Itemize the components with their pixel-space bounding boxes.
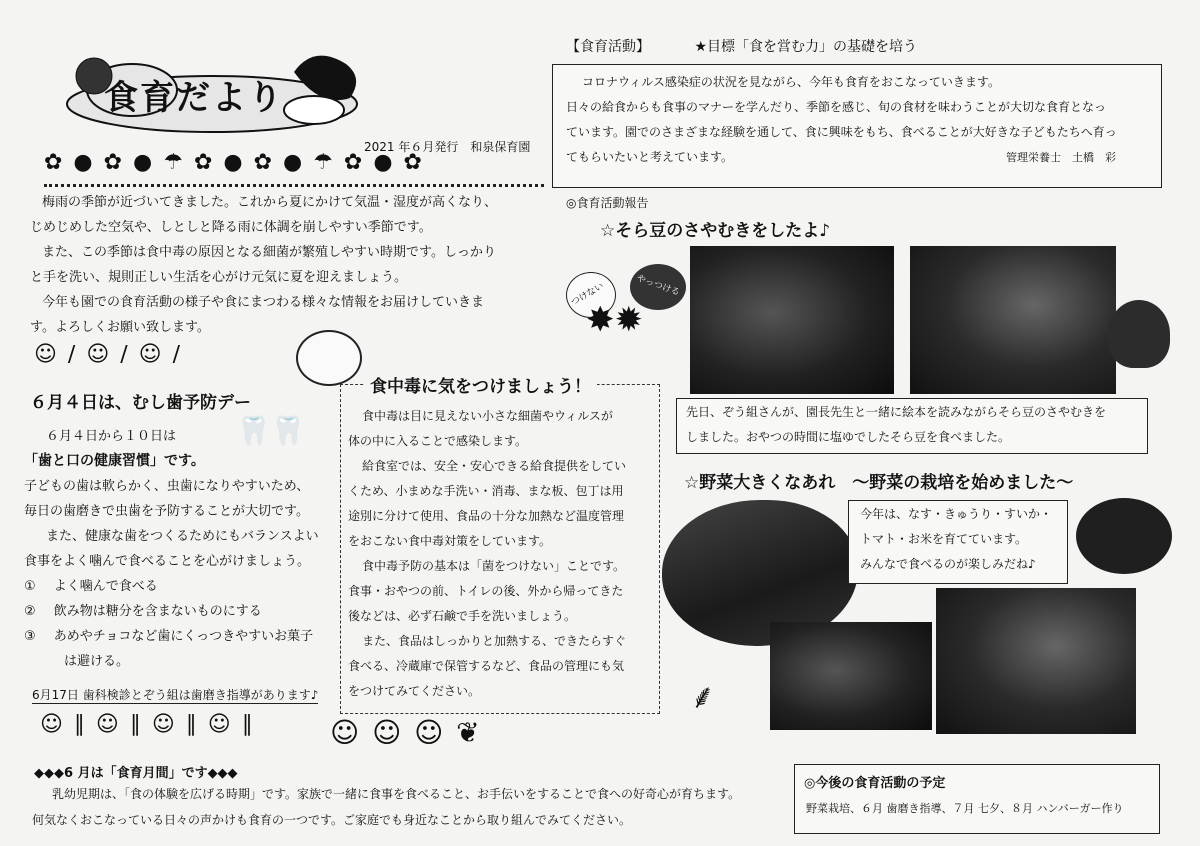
report-block — [686, 400, 1106, 450]
veg-photo — [770, 622, 932, 730]
teeth-list-num: ③ — [24, 629, 36, 644]
teeth-title: ６月４日は、むし歯予防デー — [30, 393, 251, 413]
teeth-note: 6月17日 歯科検診とぞう組は歯磨き指導があります♪ — [32, 688, 319, 702]
intro-line: 梅雨の季節が近づいてきました。これから夏にかけて気温・湿度が高くなり、 — [42, 195, 498, 210]
activity-signature: 管理栄養士 土橋 彩 — [1006, 151, 1116, 164]
intro-line: す。よろしくお願い致します。 — [30, 320, 210, 335]
poison-line: 食べる、冷蔵庫で保管するなど、食品の管理にも気 — [348, 659, 625, 673]
teeth-list-num: ① — [24, 579, 36, 594]
poison-line: 体の中に入ることで感染します。 — [348, 434, 528, 448]
vegetables-icon — [1076, 498, 1172, 574]
report-title: ☆そら豆のさやむきをしたよ♪ — [600, 221, 831, 241]
germ-speech-text: やっつける — [635, 273, 681, 299]
poison-line: くため、小まめな手洗い・消毒、まな板、包丁は用 — [348, 484, 624, 498]
teeth-list-text: 飲み物は糖分を含まないものにする — [53, 604, 262, 619]
teeth-line: 「歯と口の健康習慣」です。 — [24, 453, 205, 469]
veg-line: 今年は、なす・きゅうり・すいか・ — [860, 507, 1053, 521]
activity-heading-label: 【食育活動】 — [566, 39, 650, 55]
report-photo — [690, 246, 894, 394]
teeth-block — [24, 424, 344, 674]
poison-line: 食事・おやつの前、トイレの後、外から帰ってきた — [348, 584, 624, 598]
poison-line: 途別に分けて使用、食品の十分な加熱など温度管理 — [348, 509, 625, 523]
activity-line: ています。園でのさまざまな経験を通して、食に興味をもち、食べることが大好きな子どもたちへ育っ — [566, 125, 1117, 139]
activity-block — [566, 70, 1156, 170]
issue-line: 2021 年６月発行 和泉保育園 — [364, 140, 531, 154]
poison-line: 給食室では、安全・安心できる給食提供をしてい — [362, 459, 627, 473]
schedule-text: 野菜栽培、６月 歯磨き指導、７月 七夕、８月 ハンバーガー作り — [806, 802, 1124, 815]
month-line: 乳幼児期は、「食の体験を広げる時期」です。家族で一緒に食事を食べること、お手伝いをすることで食への好奇心が育ちます。 — [52, 787, 741, 801]
teeth-line: ６月４日から１０日は — [46, 429, 177, 444]
schedule-title: ◎今後の食育活動の予定 — [804, 776, 946, 791]
teeth-list-text: よく噛んで食べる — [53, 579, 158, 594]
poison-line: をつけてみてください。 — [348, 684, 481, 698]
teeth-list-text: は避ける。 — [64, 654, 130, 669]
activity-line: 日々の給食からも食事のマナーを学んだり、季節を感じ、旬の食材を味わうことが大切な食育となっ — [566, 100, 1107, 114]
poison-title: 食中毒に気をつけましょう！ — [364, 372, 597, 397]
poison-line: また、食品はしっかりと加熱する、できたらすぐ — [362, 634, 627, 648]
intro-block — [30, 190, 550, 340]
teeth-line: また、健康な歯をつくるためにもバランスよい — [46, 529, 319, 544]
masthead-title: 食育だより — [104, 78, 284, 118]
teeth-list-item — [24, 624, 344, 649]
teeth-list-item — [24, 574, 344, 599]
report-label: ◎食育活動報告 — [566, 196, 649, 210]
report-photo — [910, 246, 1116, 394]
activity-line: コロナウィルス感染症の状況を見ながら、今年も食育をおこなっていきます。 — [582, 75, 1000, 89]
toothbrush-doodle-icon: ☺ ∕ ☺ ∕ ☺ ∕ — [34, 342, 183, 367]
decor-border-icon: ✿ ● ✿ ● ☂ ✿ ● ✿ ● ☂ ✿ ● ✿ — [44, 150, 544, 187]
germ-speech-text: つけない — [569, 281, 606, 309]
activity-line — [566, 145, 1156, 170]
veg-photo — [936, 588, 1136, 734]
teeth-line: 子どもの歯は軟らかく、虫歯になりやすいため、 — [24, 479, 310, 494]
intro-line: 今年も園での食育活動の様子や食にまつわる様々な情報をお届けしていきま — [42, 295, 485, 310]
rice-plant-icon: ⸙ — [690, 677, 716, 717]
germ-characters-icon: ✸✹ — [586, 300, 643, 340]
poison-line: 食中毒は目に見えない小さな細菌やウィルスが — [362, 409, 613, 423]
poison-line: をおこない食中毒対策をしています。 — [348, 534, 552, 548]
teeth-list-num: ② — [24, 604, 36, 619]
teeth-list-item — [24, 599, 344, 624]
poison-line: 後などは、必ず石鹸で手を洗いましょう。 — [348, 609, 577, 623]
month-title: ◆◆◆6 月は「食育月間」です◆◆◆ — [34, 766, 238, 781]
report-line: しました。おやつの時間に塩ゆでしたそら豆を食べました。 — [686, 430, 1011, 444]
veg-line: みんなで食べるのが楽しみだね♪ — [860, 557, 1036, 571]
poison-block — [348, 404, 658, 704]
teeth-list-text: あめやチョコなど歯にくっつきやすいお菓子 — [53, 629, 314, 644]
veg-title: ☆野菜大きくなあれ ～野菜の栽培を始めました～ — [684, 473, 1074, 493]
masthead-logo — [62, 42, 362, 134]
bird-basket-icon — [1108, 300, 1170, 368]
month-line: 何気なくおこなっている日々の声かけも食育の一つです。ご家庭でも身近なことから取り組んでみてください。 — [32, 813, 632, 827]
poison-line: 食中毒予防の基本は「菌をつけない」ことです。 — [362, 559, 626, 573]
intro-line: じめじめした空気や、しとしと降る雨に体調を崩しやすい季節です。 — [30, 220, 432, 235]
veg-block — [860, 502, 1052, 577]
activity-heading-goal: ★目標「食を営む力」の基礎を培う — [694, 39, 918, 55]
veg-line: トマト・お米を育てています。 — [860, 532, 1028, 546]
activity-heading — [566, 36, 917, 56]
kids-lineup-icon: ☺ ☺ ☺ ❦ — [330, 716, 482, 749]
report-line: 先日、ぞう組さんが、園長先生と一緒に絵本を読みながらそら豆のさやむきを — [686, 405, 1107, 419]
intro-line: また、この季節は食中毒の原因となる細菌が繁殖しやすい時期です。しっかり — [42, 245, 496, 260]
activity-last-line: てもらいたいと考えています。 — [566, 150, 734, 164]
teeth-list-item — [24, 649, 344, 674]
teeth-line: 食事をよく噛んで食べることを心がけましょう。 — [24, 554, 311, 569]
intro-line: と手を洗い、規則正しい生活を心がけ元気に夏を迎えましょう。 — [30, 270, 408, 285]
tooth-characters-icon: 🦷🦷 — [236, 414, 306, 447]
child-brushing-icon — [296, 330, 362, 386]
teeth-line: 毎日の歯磨きで虫歯を予防することが大切です。 — [24, 504, 309, 519]
kids-doodle-icon: ☺ ∥ ☺ ∥ ☺ ∥ ☺ ∥ — [40, 712, 255, 737]
